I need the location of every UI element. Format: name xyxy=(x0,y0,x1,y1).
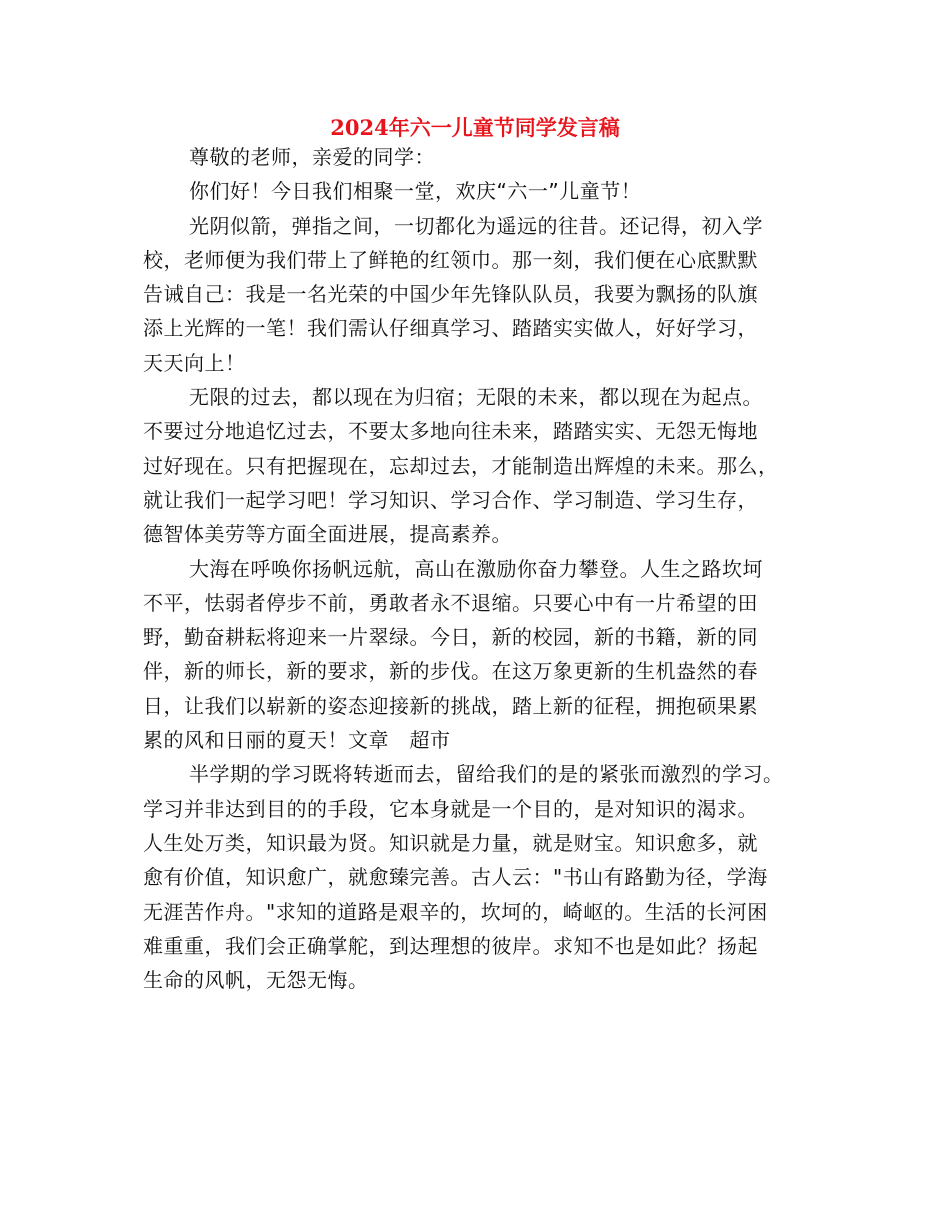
document-title: 2024年六一儿童节同学发言稿 xyxy=(330,115,620,140)
body-line: 不平，怯弱者停步不前，勇敢者永不退缩。只要心中有一片希望的田 xyxy=(143,590,758,615)
body-line: 大海在呼唤你扬帆远航，高山在激励你奋力攀登。人生之路坎坷 xyxy=(189,556,763,581)
body-line: 无涯苦作舟。"求知的道路是艰辛的，坎坷的，崎岖的。生活的长河困 xyxy=(143,899,768,924)
body-line: 天天向上！ xyxy=(143,350,246,375)
body-line: 伴，新的师长，新的要求，新的步伐。在这万象更新的生机盎然的春 xyxy=(143,659,758,684)
body-line: 添上光辉的一笔！我们需认仔细真学习、踏踏实实做人，好好学习， xyxy=(143,316,758,341)
body-line: 告诫自己：我是一名光荣的中国少年先锋队队员，我要为飘扬的队旗 xyxy=(143,282,758,307)
body-line: 生命的风帆，无怨无悔。 xyxy=(143,968,369,993)
body-line: 难重重，我们会正确掌舵，到达理想的彼岸。求知不也是如此？扬起 xyxy=(143,933,758,958)
body-line: 日，让我们以崭新的姿态迎接新的挑战，踏上新的征程，拥抱硕果累 xyxy=(143,693,758,718)
body-line: 光阴似箭，弹指之间，一切都化为遥远的往昔。还记得，初入学 xyxy=(189,213,763,238)
body-line: 校，老师便为我们带上了鲜艳的红领巾。那一刻，我们便在心底默默 xyxy=(143,247,758,272)
body-line: 尊敬的老师，亲爱的同学： xyxy=(189,145,435,169)
body-line: 不要过分地追忆过去，不要太多地向往未来，踏踏实实、无怨无悔地 xyxy=(143,419,758,444)
body-line: 累的风和日丽的夏天！文章 超市 xyxy=(143,728,451,753)
body-line: 过好现在。只有把握现在，忘却过去，才能制造出辉煌的未来。那么， xyxy=(143,453,779,478)
body-line: 人生处万类，知识最为贤。知识就是力量，就是财宝。知识愈多，就 xyxy=(143,830,758,855)
body-line: 学习并非达到目的的手段，它本身就是一个目的，是对知识的渴求。 xyxy=(143,796,758,821)
body-line: 愈有价值，知识愈广，就愈臻完善。古人云："书山有路勤为径，学海 xyxy=(143,865,768,890)
body-line: 你们好！今日我们相聚一堂，欢庆“六一”儿童节！ xyxy=(189,179,642,204)
body-line: 就让我们一起学习吧！学习知识、学习合作、学习制造、学习生存， xyxy=(143,487,758,512)
body-line: 德智体美劳等方面全面进展，提高素养。 xyxy=(143,522,512,547)
body-line: 无限的过去，都以现在为归宿；无限的未来，都以现在为起点。 xyxy=(189,385,763,410)
body-line: 野，勤奋耕耘将迎来一片翠绿。今日，新的校园，新的书籍，新的同 xyxy=(143,625,758,650)
document-body xyxy=(143,140,811,997)
body-line: 半学期的学习既将转逝而去，留给我们的是的紧张而激烈的学习。 xyxy=(189,762,784,787)
